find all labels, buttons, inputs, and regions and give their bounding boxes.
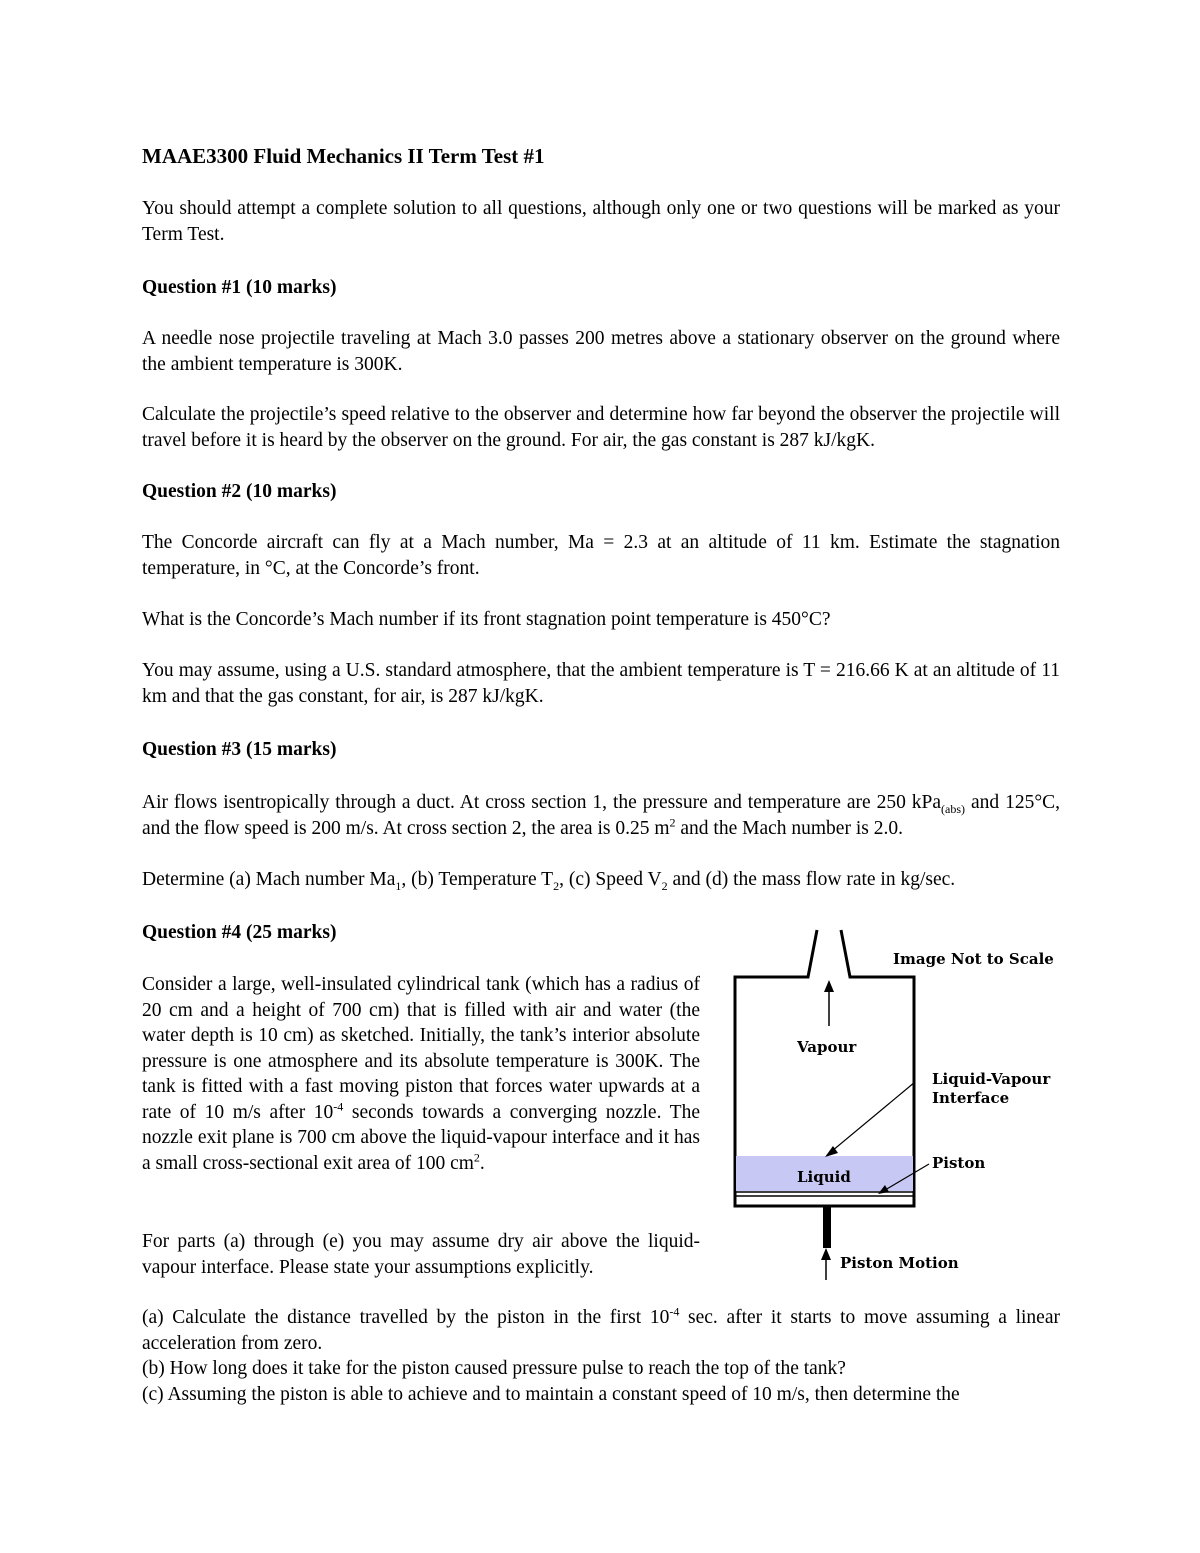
label-piston: Piston [932,1154,986,1172]
q4-paragraph-1: Consider a large, well-insulated cylindrical tank (which has a radius of 20 cm and a height of 700 cm) that is filled with air and water (the water depth is 10 cm) as sketched. Initially, the tank’s interior absolute pressure is one atmosphere and its absolute temperature is 300K. The tank is fitted with a fast moving piston that forces water upwards at a rate of 10 m/s after $10^{-4}$ seconds towards a converging nozzle. The nozzle exit plane is 700 cm above the liquid-vapour interface and it has a small cross-sectional exit area of 100 $cm^2$. [142,974,700,1174]
q2-paragraph-2: What is the Concorde’s Mach number if its front stagnation point temperature is 450°C? [142,609,831,630]
piston-motion-arrow-head [821,1248,831,1260]
q1-heading: Question #1 (10 marks) [142,277,337,298]
q4-part-a: (a) Calculate the distance travelled by the piston in the first $10^{-4}$ sec. after it starts to move assuming a linear acceleration from zero. [142,1304,1060,1354]
intro-paragraph: You should attempt a complete solution to all questions, although only one or two questions will be marked as your Term Test. [142,198,1060,245]
q3-paragraph-1: Air flows isentropically through a duct. At cross section 1, the pressure and temperature are 250 kPa$_{(abs)}$ and 125°C, and the flow speed is 200 m/s. At cross section 2, the area is 0.25 $m^2$ and the Mach number is 2.0. [142,792,1060,839]
q4-part-c: (c) Assuming the piston is able to achieve and to maintain a constant speed of 10 m/s, then determine the [142,1384,960,1405]
q4-paragraph-2: For parts (a) through (e) you may assume dry air above the liquid-vapour interface. Please state your assumptions explicitly. [142,1231,700,1278]
q3-paragraph-2: Determine (a) Mach number $Ma_1$, (b) Temperature $T_2$, (c) Speed $V_2$ and (d) the mass flow rate in kg/sec. [142,869,956,893]
label-interface: Interface [932,1089,1010,1107]
q2-paragraph-1: The Concorde aircraft can fly at a Mach number, Ma = 2.3 at an altitude of 11 km. Estimate the stagnation temperature, in °C, at the Concorde’s front. [142,532,1060,579]
q1-paragraph-2: Calculate the projectile’s speed relative to the observer and determine how far beyond the observer the projectile will travel before it is heard by the observer on the ground. For air, the gas constant is 287 kJ/kgK. [142,404,1060,451]
q2-heading: Question #2 (10 marks) [142,481,337,502]
label-liquid: Liquid [797,1168,851,1186]
tank-diagram [725,920,1075,1290]
q2-paragraph-3: You may assume, using a U.S. standard atmosphere, that the ambient temperature is T = 216.66 K at an altitude of 11 km and that the gas constant, for air, is 287 kJ/kgK. [142,660,1060,707]
label-image-not-to-scale: Image Not to Scale [893,950,1054,968]
label-vapour: Vapour [797,1038,857,1056]
page-title: MAAE3300 Fluid Mechanics II Term Test #1 [142,144,545,168]
q1-paragraph-1: A needle nose projectile traveling at Mach 3.0 passes 200 metres above a stationary observer on the ground where the ambient temperature is 300K. [142,328,1060,375]
label-liquid-vapour: Liquid-Vapour [932,1070,1051,1088]
q4-heading: Question #4 (25 marks) [142,922,337,943]
piston-rod [823,1206,831,1248]
vapour-arrow-head [824,980,834,992]
q3-heading: Question #3 (15 marks) [142,739,337,760]
interface-leader [832,1082,915,1151]
q4-part-b: (b) How long does it take for the piston caused pressure pulse to reach the top of the tank? [142,1358,846,1379]
label-piston-motion: Piston Motion [840,1254,959,1272]
